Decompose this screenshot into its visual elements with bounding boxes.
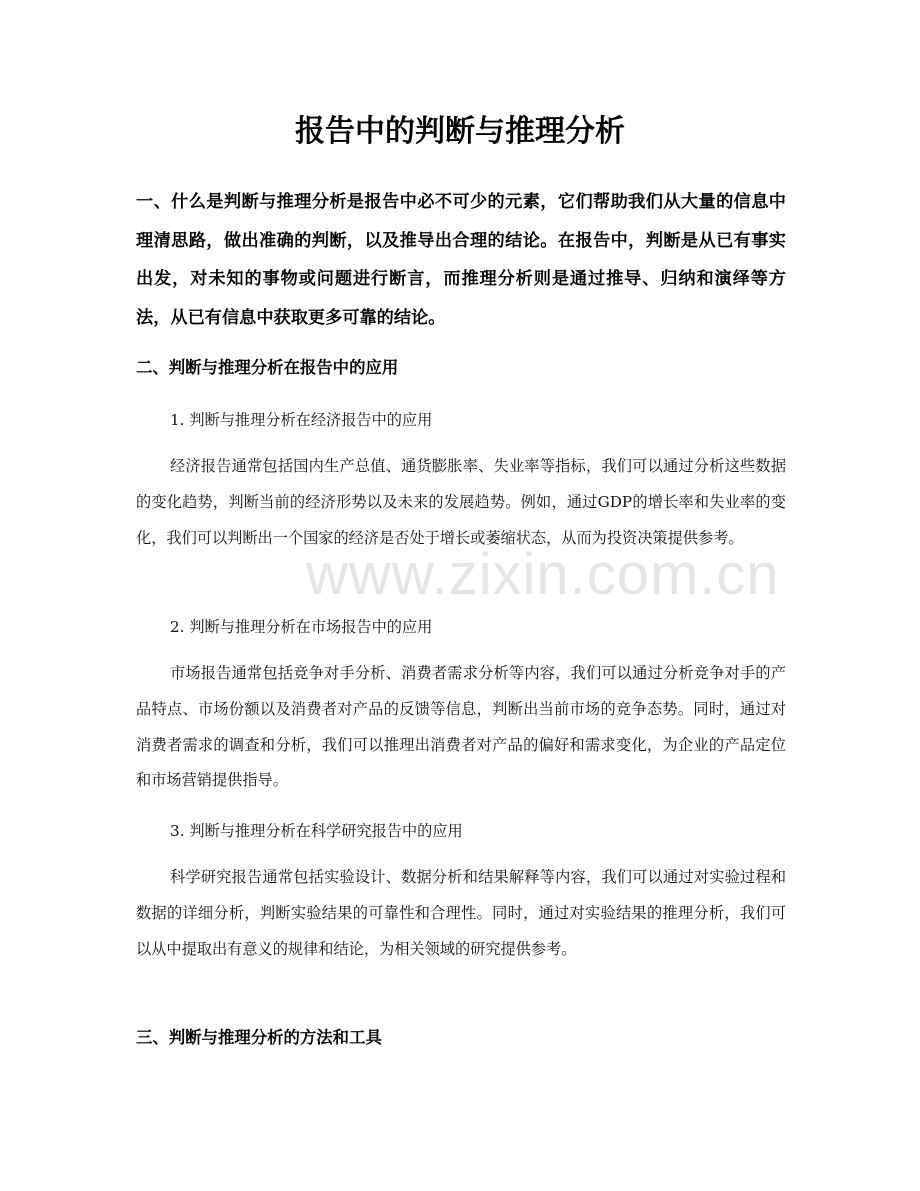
section-heading-3: 三、判断与推理分析的方法和工具 [136, 1028, 382, 1047]
subsection-body-2: 市场报告通常包括竞争对手分析、消费者需求分析等内容，我们可以通过分析竞争对手的产品特点、市场份额以及消费者对产品的反馈等信息，判断出当前市场的竞争态势。同时，通过对消费者需求的调查和分析，我们可以推理出消费者对产品的偏好和需求变化，为企业的产品定位和市场营销提供指导。 [136, 664, 786, 790]
intro-paragraph: 一、什么是判断与推理分析是报告中必不可少的元素，它们帮助我们从大量的信息中理清思路，做出准确的判断，以及推导出合理的结论。在报告中，判断是从已有事实出发，对未知的事物或问题进行断言，而推理分析则是通过推导、归纳和演绎等方法，从已有信息中获取更多可靠的结论。 [136, 192, 786, 328]
subsection-heading-3: 3. 判断与推理分析在科学研究报告中的应用 [170, 822, 463, 840]
subsection-body-1: 经济报告通常包括国内生产总值、通货膨胀率、失业率等指标，我们可以通过分析这些数据的变化趋势，判断当前的经济形势以及未来的发展趋势。例如，通过GDP的增长率和失业率的变化，我们可以判断出一个国家的经济是否处于增长或萎缩状态，从而为投资决策提供参考。 [136, 457, 786, 547]
subsection-heading-1: 1. 判断与推理分析在经济报告中的应用 [170, 411, 433, 429]
watermark: www.zixin.com.cn [306, 542, 780, 607]
page-title: 报告中的判断与推理分析 [295, 114, 625, 149]
section-heading-2: 二、判断与推理分析在报告中的应用 [136, 358, 399, 377]
subsection-body-3: 科学研究报告通常包括实验设计、数据分析和结果解释等内容，我们可以通过对实验过程和数据的详细分析，判断实验结果的可靠性和合理性。同时，通过对实验结果的推理分析，我们可以从中提取出有意义的规律和结论，为相关领域的研究提供参考。 [136, 868, 786, 958]
subsection-heading-2: 2. 判断与推理分析在市场报告中的应用 [170, 618, 433, 636]
